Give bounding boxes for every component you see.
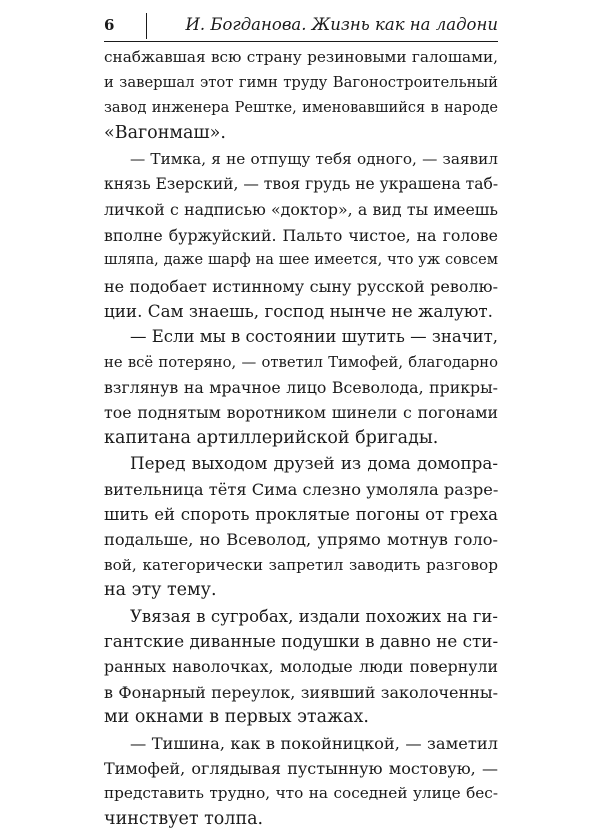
text-line: «Вагонмаш». [104, 123, 226, 144]
text-line: личкой с надписью «доктор», а вид ты имеешь [104, 200, 498, 220]
text-line: — Если мы в состоянии шутить — значит, [130, 327, 499, 347]
text-line: и завершал этот гимн труду Вагоностроительный [104, 74, 498, 92]
text-line: гантские диванные подушки в давно не сти- [104, 630, 499, 651]
running-title: И. Богданова. Жизнь как на ладони [185, 15, 498, 34]
text-line: взглянув на мрачное лицо Всеволода, прикры- [104, 378, 498, 398]
text-line: подальше, но Всеволод, упрямо мотнув голо- [104, 530, 498, 550]
text-line: в Фонарный переулок, зиявший заколоченны- [104, 682, 498, 702]
text-line: ранных наволочках, молодые люди повернули [104, 657, 498, 677]
book-page-text [104, 45, 498, 832]
text-line: Тимофей, оглядывая пустынную мостовую, — [104, 758, 498, 778]
text-line: чинствует толпа. [104, 808, 264, 829]
text-line: снабжавшая всю страну резиновыми галошами, [104, 48, 498, 66]
text-line: — Тимка, я не отпущу тебя одного, — заявил [130, 149, 498, 168]
text-line: ции. Сам знаешь, господ нынче не жалуют. [104, 300, 494, 321]
text-line: не всё потеряно, — ответил Тимофей, благодарно [104, 353, 498, 371]
text-line: ми окнами в первых этажах. [104, 707, 369, 728]
text-line: вительница тётя Сима слезно умоляла разре- [104, 479, 499, 499]
text-line: шляпа, даже шарф на шее имеется, что уж совсем [104, 252, 498, 269]
running-header [104, 10, 498, 42]
text-line: Перед выходом друзей из дома домопра- [130, 453, 498, 474]
text-line: вполне буржуйский. Пальто чистое, на голове [104, 225, 498, 245]
text-line: на эту тему. [104, 580, 217, 601]
header-divider [146, 13, 147, 39]
text-line: Увязая в сугробах, издали похожих на ги- [130, 606, 498, 626]
text-line: — Тишина, как в покойницкой, — заметил [130, 733, 498, 753]
text-line: не подобает истинному сыну русской револю- [104, 276, 498, 296]
text-line: князь Езерский, — твоя грудь не украшена таб- [104, 174, 499, 193]
text-line: шить ей спороть проклятые погоны от греха [104, 505, 498, 525]
text-line: завод инженера Рештке, именовавшийся в народе [104, 99, 498, 116]
text-line: тое поднятым воротником шинели с погонами [104, 403, 498, 423]
header-rule [104, 41, 498, 42]
text-line: капитана артиллерийской бригады. [104, 427, 439, 448]
text-line: представить трудно, что на соседней улице бес- [104, 784, 498, 803]
text-line: вой, категорически запретил заводить разговор [104, 555, 498, 574]
page-number: 6 [104, 16, 115, 34]
